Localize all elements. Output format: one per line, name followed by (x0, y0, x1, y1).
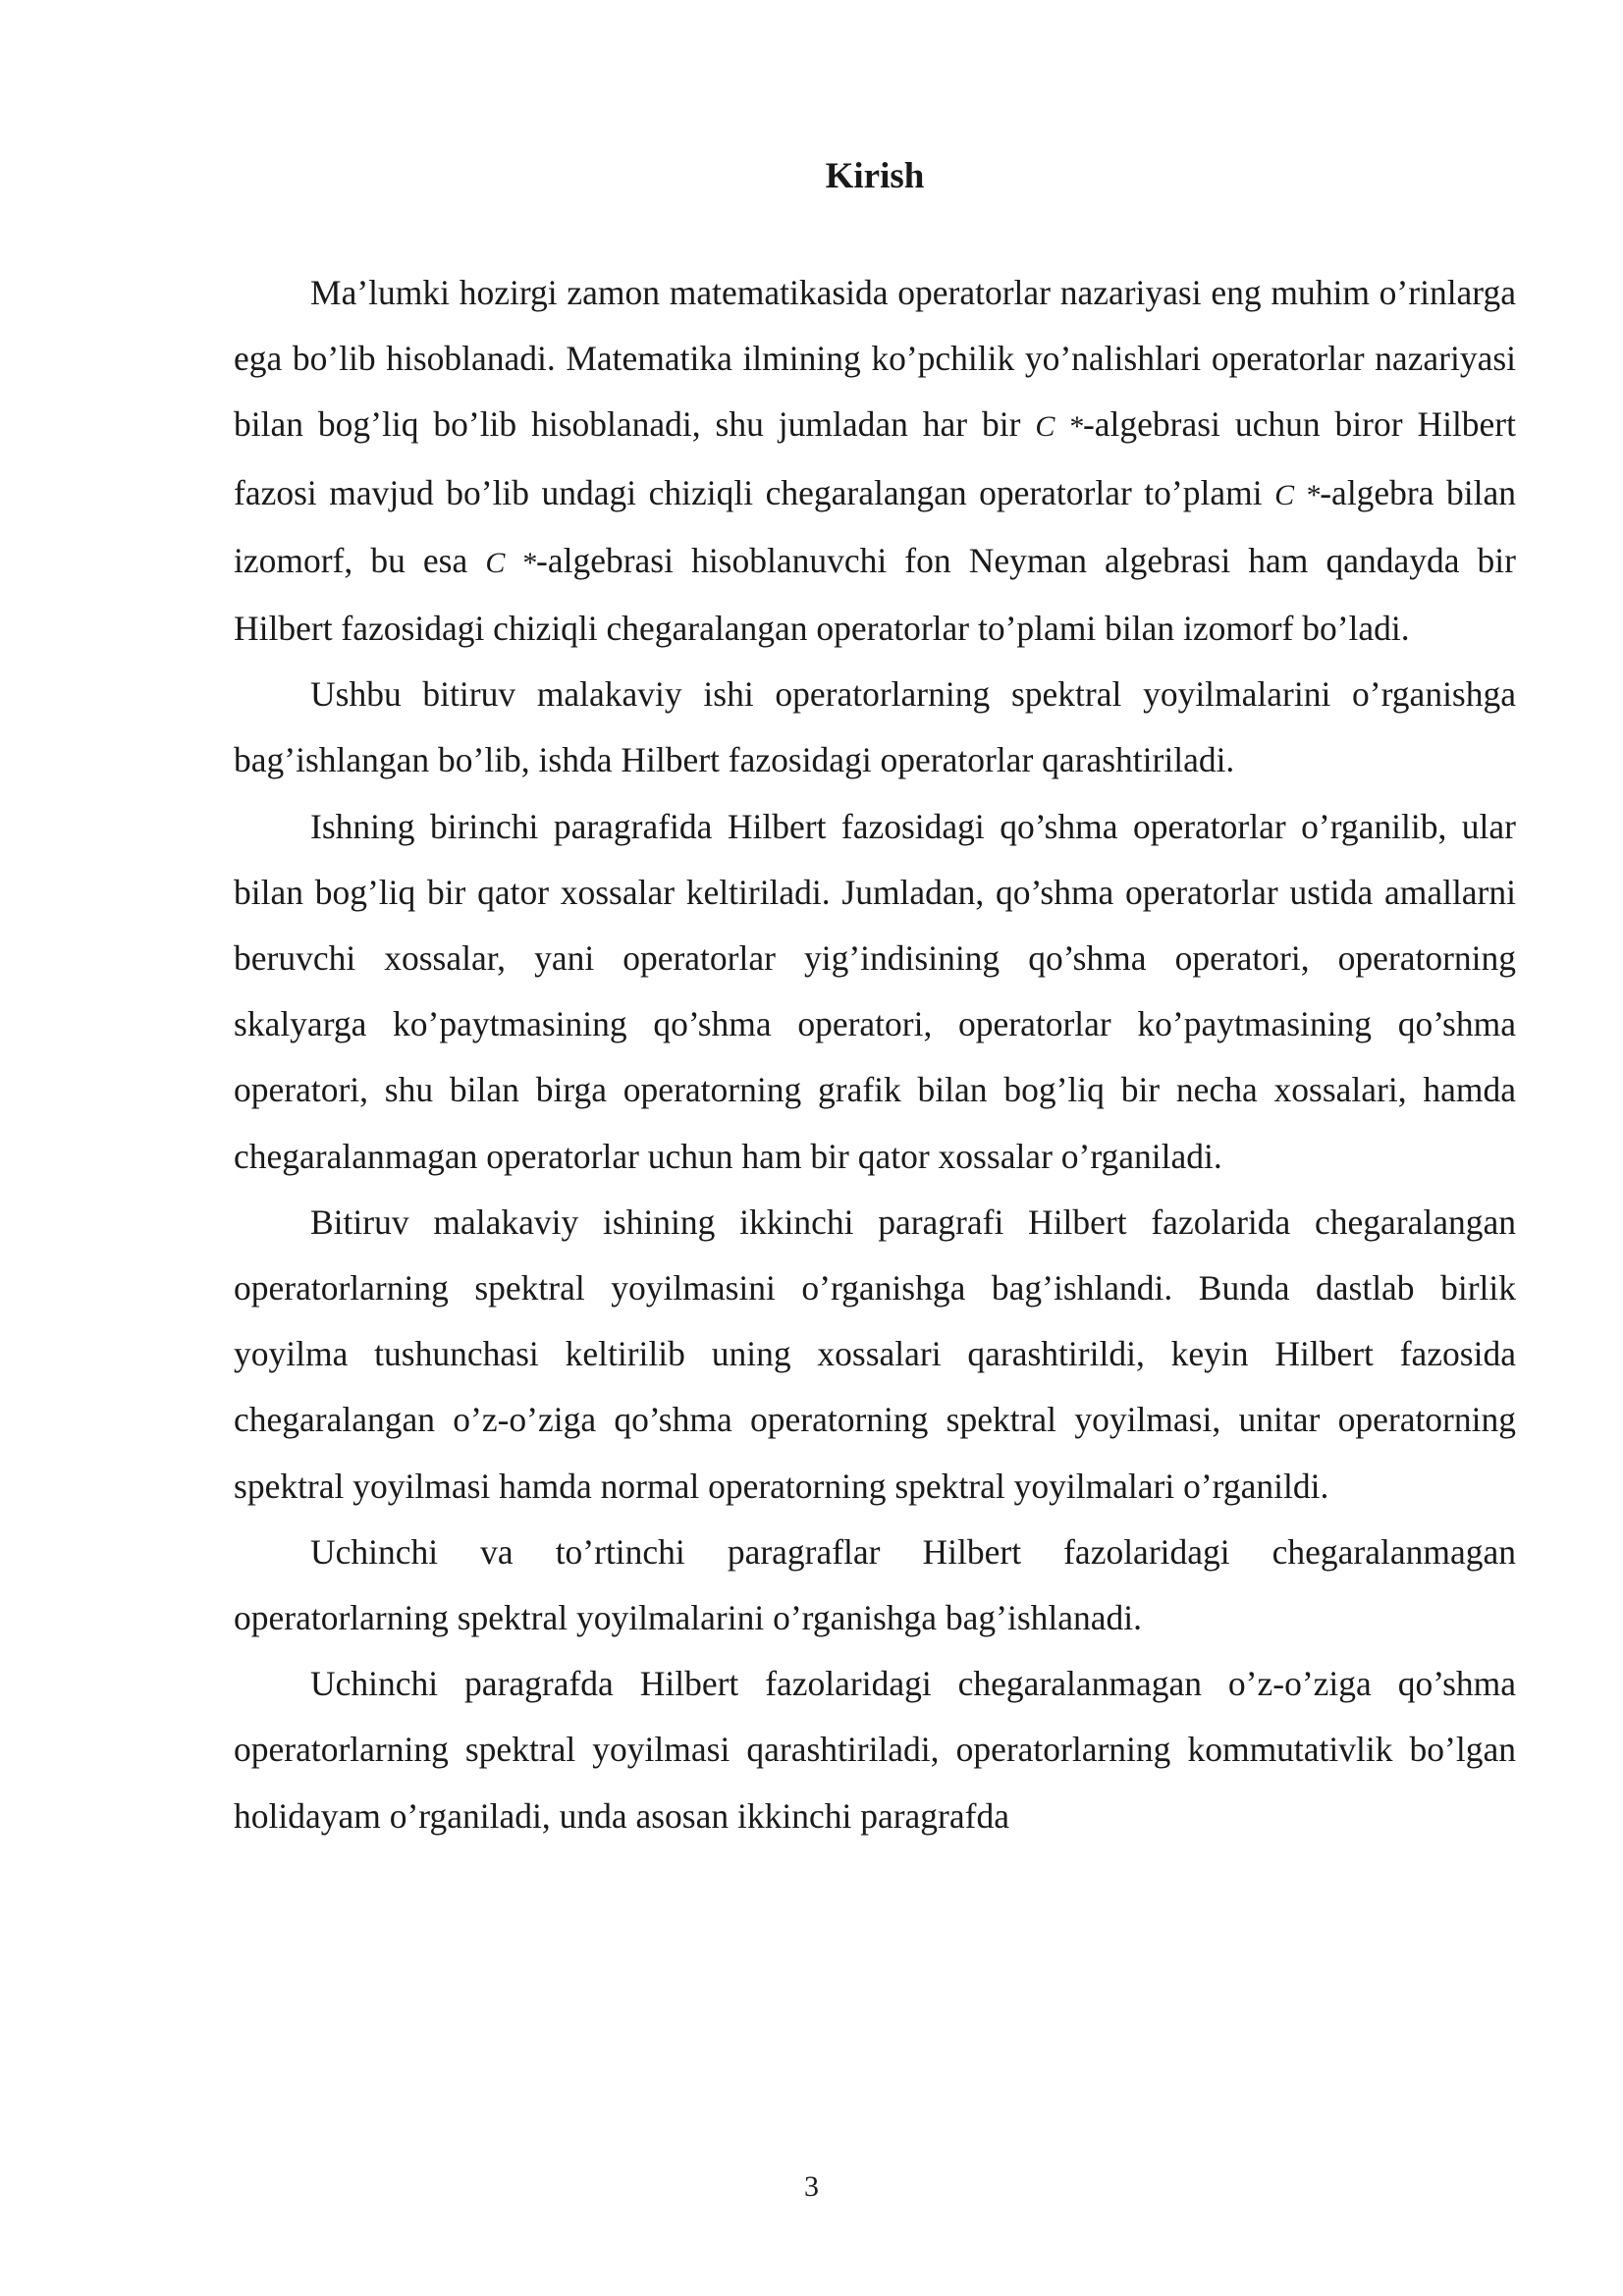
paragraph-first-section: Ishning birinchi paragrafida Hilbert fazosidagi qo’shma operatorlar o’rganilib, ular bilan bog’liq bir qator xossalar keltiriladi. Jumladan, qo’shma operatorlar ustida amallarni beruvchi xossalar, yani operatorlar yig’indisining qo’shma operatori, operatorning skalyarga ko’paytmasining qo’shma operatori, operatorlar ko’paytmasining qo’shma operatori, shu bilan birga operatorning grafik bilan bog’liq bir necha xossalari, hamda chegaralanmagan operatorlar uchun ham bir qator xossalar o’rganiladi. (234, 806, 1516, 1176)
paragraph-third-section: Uchinchi paragrafda Hilbert fazolaridagi chegaralanmagan o’z-o’ziga qo’shma operatorlarning spektral yoyilmasi qarashtiriladi, operatorlarning kommutativlik bo’lgan holidayam o’rganiladi, unda asosan ikkinchi paragrafda (234, 1664, 1516, 1836)
paragraph-intro-text-1: Ma’lumki hozirgi zamon matematikasida operatorlar nazariyasi eng muhim o’rinlarga ega bo’lib hisoblanadi. Matematika ilmining ko’pchilik yo’nalishlari operatorlar nazariyasi bilan bog’liq bo’lib hisoblanadi, shu jumladan har bir (234, 273, 1516, 445)
paragraph-intro-text-3: -algebra bilan izomorf, bu esa (234, 472, 1516, 580)
paragraph-second-section: Bitiruv malakaviy ishining ikkinchi paragrafi Hilbert fazolarida chegaralangan operatorlarning spektral yoyilmasini o’rganishga bag’ishlandi. Bunda dastlab birlik yoyilma tushunchasi keltirilib uning xossalari qarashtirildi, keyin Hilbert fazosida chegaralangan o’z-o’ziga qo’shma operatorning spektral yoyilmasi, unitar operatorning spektral yoyilmasi hamda normal operatorning spektral yoyilmalari o’rganildi. (234, 1201, 1516, 1506)
math-c-star-2: C * (1274, 478, 1321, 511)
paragraph-intro-text-4: -algebrasi hisoblanuvchi fon Neyman algebrasi ham qandayda bir Hilbert fazosidagi chiziqli chegaralangan operatorlar to’plami bilan izomorf bo’ladi. (234, 540, 1516, 649)
paragraph-thesis-topic: Ushbu bitiruv malakaviy ishi operatorlarning spektral yoyilmalarini o’rganishga bag’ishlangan bo’lib, ishda Hilbert fazosidagi operatorlar qarashtiriladi. (234, 674, 1516, 780)
section-title: Kirish (825, 156, 925, 196)
paragraph-intro-text-2: -algebrasi uchun biror Hilbert fazosi mavjud bo’lib undagi chiziqli chegaralangan operatorlar to’plami (234, 404, 1516, 512)
math-c-star-1: C * (1035, 410, 1083, 444)
paragraph-intro (234, 260, 1516, 662)
page-number: 3 (804, 2170, 819, 2203)
document-page (234, 147, 1516, 1849)
math-c-star-3: C * (485, 546, 537, 579)
paragraph-third-fourth-sections: Uchinchi va to’rtinchi paragraflar Hilbert fazolaridagi chegaralanmagan operatorlarning spektral yoyilmalarini o’rganishga bag’ishlanadi. (234, 1531, 1516, 1638)
